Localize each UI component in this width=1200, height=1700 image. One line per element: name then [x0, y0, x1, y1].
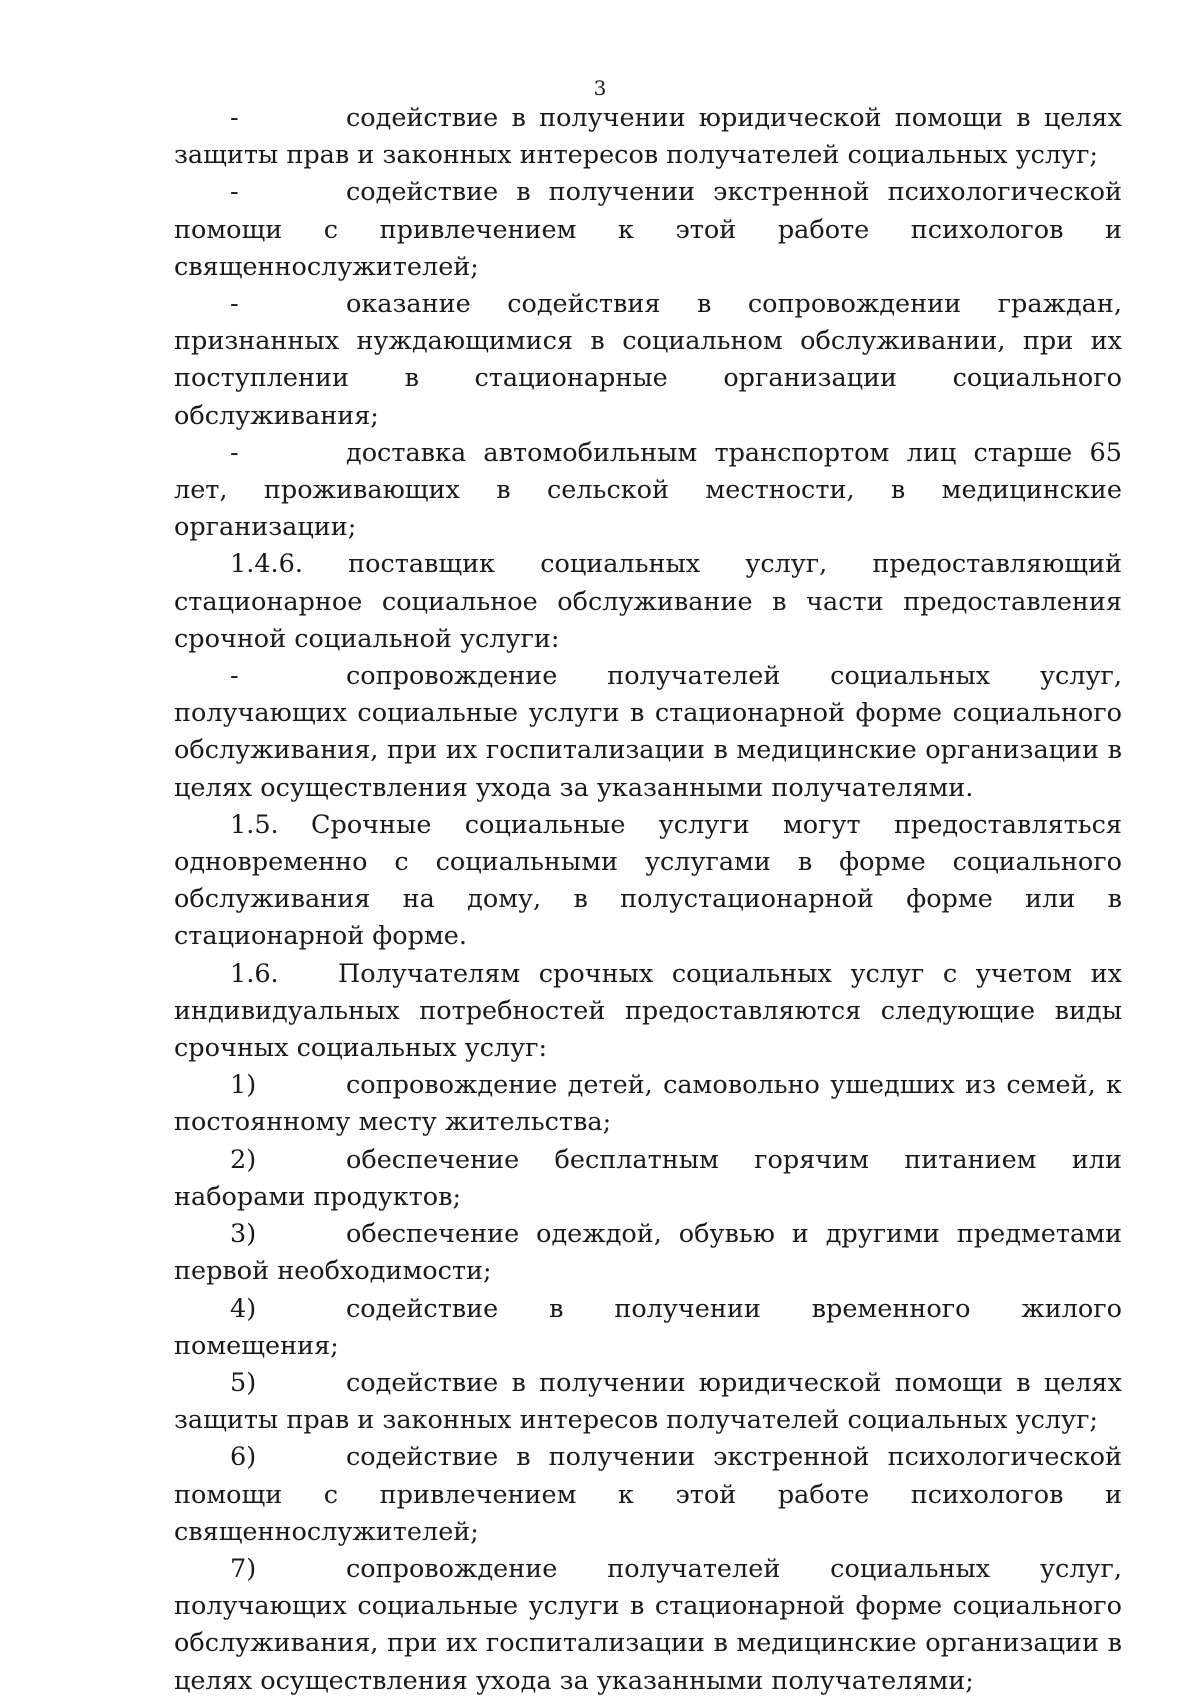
list-item-text: оказание содействия в сопровождении граждан, признанных нуждающимися в социальном обслуживании, при их поступлении в стационарные организации социального обслуживания; — [174, 289, 1122, 431]
clause-text: Получателям срочных социальных услуг с учетом их индивидуальных потребностей предоставляются следующие виды срочных социальных услуг: — [174, 958, 1122, 1064]
numbered-item — [174, 1439, 1122, 1551]
list-marker: - — [230, 661, 239, 692]
item-number: 7) — [230, 1553, 257, 1584]
numbered-item — [174, 1216, 1122, 1290]
numbered-item — [174, 1365, 1122, 1439]
list-item — [174, 435, 1122, 547]
clause-1-4-6: 1.4.6. поставщик социальных услуг, предоставляющий стационарное социальное обслуживание в части предоставления срочной социальной услуги: — [174, 549, 1122, 654]
numbered-item — [174, 1551, 1122, 1700]
item-text: содействие в получении экстренной психологической помощи с привлечением к этой работе психологов и священнослужителей; — [174, 1442, 1122, 1547]
item-number: 1) — [230, 1070, 257, 1101]
numbered-item — [174, 1142, 1122, 1216]
list-item — [174, 286, 1122, 435]
item-text: содействие в получении временного жилого помещения; — [174, 1293, 1122, 1361]
numbered-item — [174, 1067, 1122, 1141]
list-item-text: содействие в получении экстренной психологической помощи с привлечением к этой работе психологов и священнослужителей; — [174, 177, 1122, 282]
list-marker: - — [230, 437, 239, 468]
clause-number: 1.6. — [230, 958, 279, 989]
item-number: 2) — [230, 1144, 257, 1175]
clause-1-5 — [174, 807, 1122, 956]
item-number: 3) — [230, 1219, 257, 1250]
list-marker: - — [230, 289, 239, 320]
page-number: 3 — [593, 76, 607, 100]
item-text: сопровождение детей, самовольно ушедших из семей, к постоянному месту жительства; — [174, 1070, 1122, 1138]
item-text: сопровождение получателей социальных услуг, получающих социальные услуги в стационарной форме социального обслуживания, при их госпитализации в медицинские организации в целях осуществления ухода за указанными получателями; — [174, 1553, 1122, 1696]
clause-text: Срочные социальные услуги могут предоставляться одновременно с социальными услугами в форме социального обслуживания на дому, в полустационарной форме или в стационарной форме. — [174, 809, 1122, 952]
list-item — [174, 658, 1122, 807]
item-text: обеспечение одеждой, обувью и другими предметами первой необходимости; — [174, 1219, 1122, 1287]
list-item-text: доставка автомобильным транспортом лиц старше 65 лет, проживающих в сельской местности, в медицинские организации; — [174, 437, 1122, 543]
list-marker: - — [230, 103, 239, 133]
numbered-item — [174, 1291, 1122, 1365]
list-item — [174, 100, 1122, 174]
list-marker: - — [230, 177, 239, 208]
item-number: 5) — [230, 1367, 257, 1398]
item-text: обеспечение бесплатным горячим питанием или наборами продуктов; — [174, 1144, 1122, 1212]
document-body — [174, 100, 1122, 1700]
list-item-text: содействие в получении юридической помощи в целях защиты прав и законных интересов получателей социальных услуг; — [174, 103, 1122, 171]
list-item — [174, 174, 1122, 286]
list-item-text: сопровождение получателей социальных услуг, получающих социальные услуги в стационарной форме социального обслуживания, при их госпитализации в медицинские организации в целях осуществления ухода за указанными получателями. — [174, 661, 1122, 803]
item-number: 4) — [230, 1293, 257, 1324]
item-text: содействие в получении юридической помощи в целях защиты прав и законных интересов получателей социальных услуг; — [174, 1367, 1122, 1436]
item-number: 6) — [230, 1442, 257, 1473]
clause-1-6 — [174, 956, 1122, 1068]
clause-number: 1.5. — [230, 809, 279, 840]
